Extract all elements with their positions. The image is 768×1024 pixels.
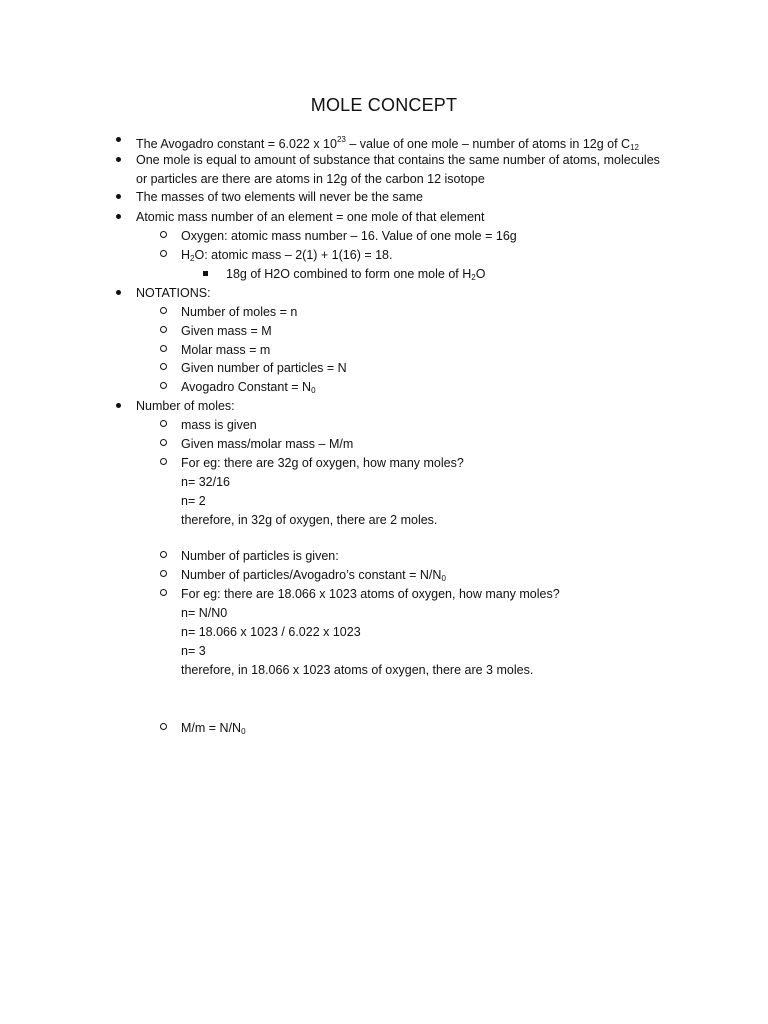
- subscript: 2: [471, 273, 476, 282]
- example-1-step-1: n= 32/16: [181, 475, 231, 489]
- example-2-answer: therefore, in 18.066 x 1023 atoms of oxygen, there are 3 moles.: [181, 663, 534, 677]
- bullet-icon: [116, 152, 121, 168]
- text-segment: H: [181, 248, 191, 262]
- text-segment: M/m = N/N: [181, 721, 242, 735]
- sub-bullet-icon: [160, 360, 167, 376]
- sub-bullet-icon: [160, 247, 167, 263]
- square-bullet-icon: [203, 266, 208, 282]
- bullet-icon: [116, 285, 121, 301]
- atomic-mass-line: Atomic mass number of an element = one mole of that element: [136, 210, 485, 224]
- page-title: MOLE CONCEPT: [310, 95, 458, 115]
- bullet-icon: [116, 398, 121, 414]
- example-1-step-2: n= 2: [181, 494, 206, 508]
- mass-formula-line: Given mass/molar mass – M/m: [181, 437, 354, 451]
- particles-given-line: Number of particles is given:: [181, 549, 339, 563]
- subscript: 2: [190, 254, 195, 263]
- example-1-question: For eg: there are 32g of oxygen, how many moles?: [181, 456, 464, 470]
- masses-line: The masses of two elements will never be the same: [136, 190, 423, 204]
- example-1-answer: therefore, in 32g of oxygen, there are 2 moles.: [181, 513, 438, 527]
- sub-bullet-icon: [160, 586, 167, 602]
- notations-heading: NOTATIONS:: [136, 286, 211, 300]
- text-segment: O: [475, 267, 486, 281]
- one-mole-definition-line-1: One mole is equal to amount of substance that contains the same number of atoms, molecules: [136, 153, 660, 167]
- subscript: 0: [311, 386, 316, 395]
- relation-line: [181, 720, 246, 740]
- sub-bullet-icon: [160, 548, 167, 564]
- sub-bullet-icon: [160, 567, 167, 583]
- example-2-step-3: n= 3: [181, 644, 206, 658]
- particles-formula-line: [181, 567, 446, 587]
- mass-given-line: mass is given: [181, 418, 257, 432]
- notation-molar-mass: Molar mass = m: [181, 343, 271, 357]
- bullet-icon: [116, 189, 121, 205]
- example-2-question: For eg: there are 18.066 x 1023 atoms of oxygen, how many moles?: [181, 587, 560, 601]
- subscript: 0: [241, 727, 246, 736]
- notation-avogadro: [181, 379, 316, 399]
- sub-bullet-icon: [160, 304, 167, 320]
- text-segment: – value of one mole – number of atoms in 12g of C: [345, 137, 631, 151]
- sub-bullet-icon: [160, 455, 167, 471]
- text-segment: 18g of H2O combined to form one mole of H: [226, 267, 472, 281]
- sub-bullet-icon: [160, 323, 167, 339]
- text-segment: O: atomic mass – 2(1) + 1(16) = 18.: [194, 248, 393, 262]
- subscript: 0: [441, 574, 446, 583]
- water-mole-line: [226, 266, 485, 286]
- superscript: 23: [336, 135, 346, 144]
- sub-bullet-icon: [160, 720, 167, 736]
- bullet-icon: [116, 209, 121, 225]
- subscript: 12: [630, 143, 639, 152]
- text-segment: Number of particles/Avogadro’s constant = N/N: [181, 568, 442, 582]
- notation-moles: Number of moles = n: [181, 305, 298, 319]
- text-segment: Avogadro Constant = N: [181, 380, 312, 394]
- number-of-moles-heading: Number of moles:: [136, 399, 235, 413]
- notation-given-mass: Given mass = M: [181, 324, 272, 338]
- water-mass-line: [181, 247, 392, 267]
- oxygen-line: Oxygen: atomic mass number – 16. Value of one mole = 16g: [181, 229, 517, 243]
- sub-bullet-icon: [160, 228, 167, 244]
- sub-bullet-icon: [160, 342, 167, 358]
- text-segment: The Avogadro constant = 6.022 x 10: [136, 137, 337, 151]
- sub-bullet-icon: [160, 417, 167, 433]
- one-mole-definition-line-2: or particles are there are atoms in 12g of the carbon 12 isotope: [136, 172, 485, 186]
- example-2-step-2: n= 18.066 x 1023 / 6.022 x 1023: [181, 625, 361, 639]
- sub-bullet-icon: [160, 379, 167, 395]
- notation-particles: Given number of particles = N: [181, 361, 347, 375]
- bullet-icon: [116, 132, 121, 148]
- sub-bullet-icon: [160, 436, 167, 452]
- example-2-step-1: n= N/N0: [181, 606, 228, 620]
